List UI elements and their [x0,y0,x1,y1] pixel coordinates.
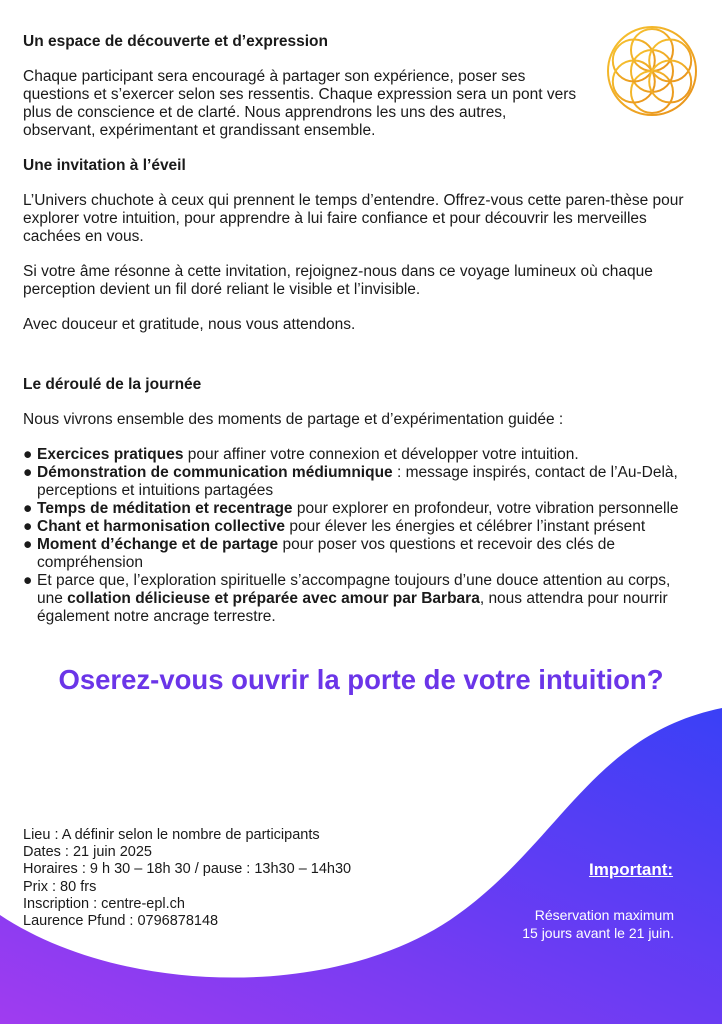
section-text-invitation-1: L’Univers chuchote à ceux qui prennent le temps d’entendre. Offrez-vous cette paren-thèse pour explorer votre intuition, pour apprendre à lui faire confiance et pour découvrir les merveilles cachées en vous. [23,192,684,245]
item-text: Et parce que, l’exploration spirituelle s’accompagne toujours d’une douce attention au corps, une [37,572,671,607]
item-bold: Exercices pratiques [37,446,184,463]
info-hours: Horaires : 9 h 30 – 18h 30 / pause : 13h30 – 14h30 [23,861,352,878]
list-item [23,518,693,536]
program-list [23,446,693,626]
list-item [23,500,693,518]
bullet-icon: ● [23,500,33,517]
item-bold: Moment d’échange et de partage [37,536,279,553]
item-text: : message inspirés, contact de l’Au-Delà, perceptions et intuitions partagées [37,464,678,499]
section-text-program-intro: Nous vivrons ensemble des moments de partage et d’expérimentation guidée : [23,411,564,428]
reservation-line-1: Réservation maximum [534,907,674,923]
list-item [23,464,693,500]
bullet-icon: ● [23,464,33,481]
bullet-icon: ● [23,536,33,553]
list-item [23,446,693,464]
reservation-line-2: 15 jours avant le 21 juin. [522,925,674,941]
item-bold: Temps de méditation et recentrage [37,500,293,517]
item-text: pour affiner votre connexion et développer votre intuition. [183,446,579,463]
section-text-invitation-3: Avec douceur et gratitude, nous vous attendons. [23,316,356,333]
main-content [23,33,693,626]
section-text-invitation-2: Si votre âme résonne à cette invitation, rejoignez-nous dans ce voyage lumineux où chaque perception devient un fil doré reliant le visible et l’invisible. [23,263,653,298]
list-item [23,572,693,626]
item-bold: collation délicieuse et préparée avec amour par Barbara [67,590,480,607]
bullet-icon: ● [23,572,33,589]
section-title-discovery: Un espace de découverte et d’expression [23,33,328,50]
bullet-icon: ● [23,518,33,535]
section-title-program: Le déroulé de la journée [23,376,202,393]
call-to-action-heading: Oserez-vous ouvrir la porte de votre intuition? [58,664,664,695]
reservation-note [522,906,674,942]
info-registration: Inscription : centre-epl.ch [23,895,185,912]
info-contact: Laurence Pfund : 0796878148 [23,913,219,930]
info-location: Lieu : A définir selon le nombre de participants [23,827,320,843]
item-text: , nous attendra pour nourrir également notre ancrage terrestre. [37,590,668,625]
item-text: pour poser vos questions et recevoir des clés de compréhension [37,536,616,571]
event-info [23,827,351,930]
important-heading: Important: [589,860,674,879]
info-dates: Dates : 21 juin 2025 [23,844,152,861]
item-text: pour élever les énergies et célébrer l’instant présent [285,518,646,535]
item-text: pour explorer en profondeur, votre vibration personnelle [292,500,679,517]
section-text-discovery: Chaque participant sera encouragé à partager son expérience, poser ses questions et s’exercer selon ses ressentis. Chaque expression sera un pont vers plus de conscience et de clarté. Nous apprendrons les uns des autres, observant, expérimentant et grandissant ensemble. [23,68,577,139]
list-item [23,536,693,572]
bullet-icon: ● [23,446,33,463]
info-price: Prix : 80 frs [23,878,97,895]
item-bold: Démonstration de communication médiumnique [37,464,393,481]
section-title-invitation: Une invitation à l’éveil [23,157,186,174]
item-bold: Chant et harmonisation collective [37,518,286,535]
